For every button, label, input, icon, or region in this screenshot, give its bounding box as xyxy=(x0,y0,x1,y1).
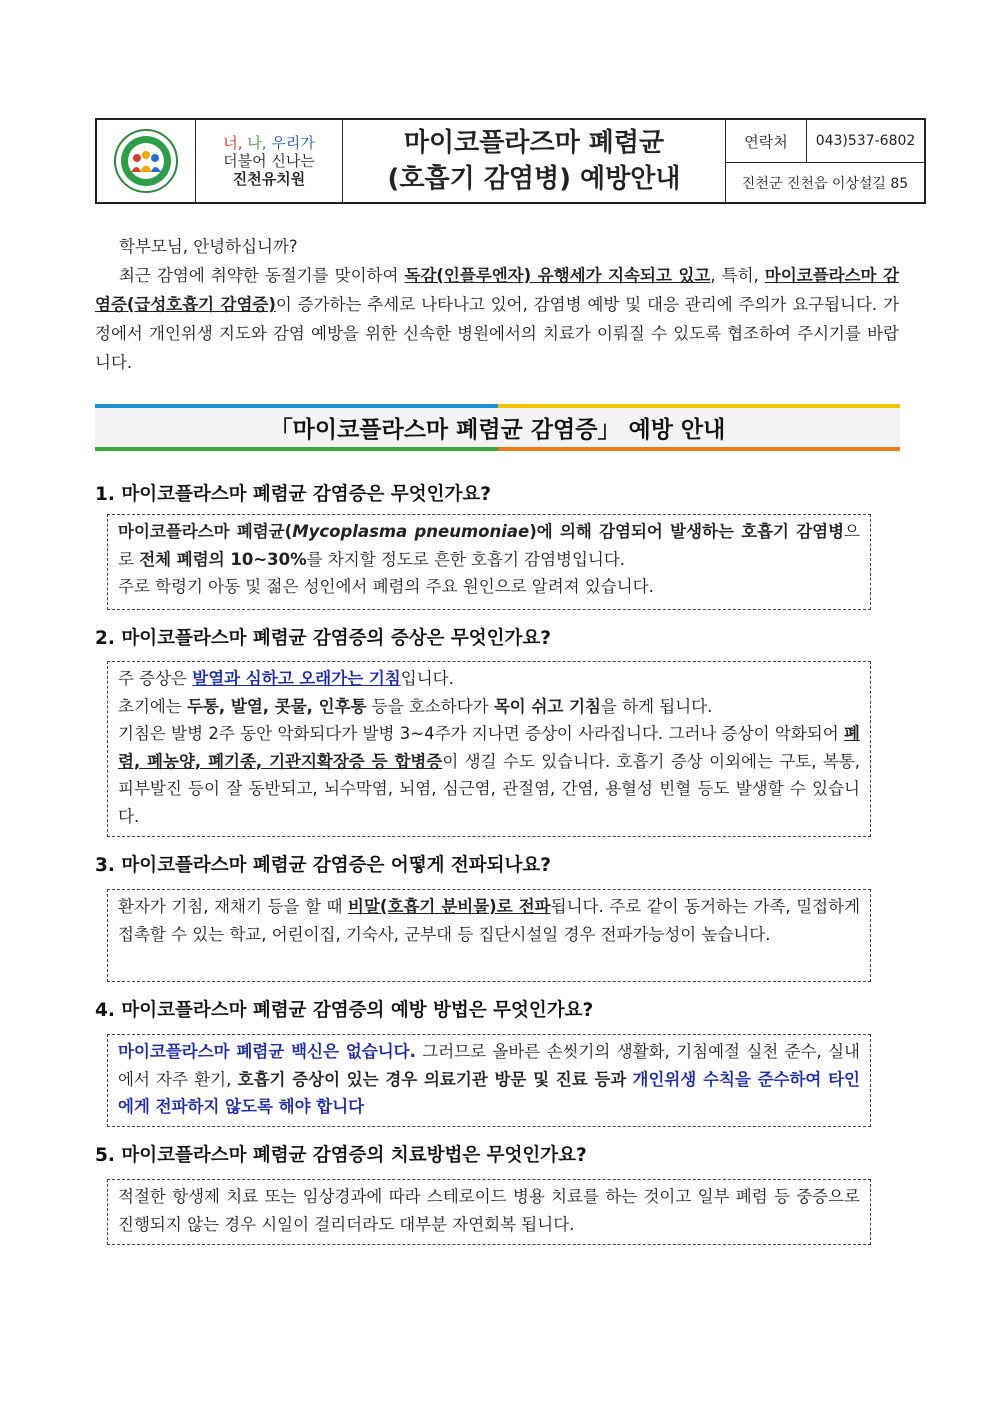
section-banner xyxy=(95,404,900,451)
question-5: 5. 마이코플라스마 폐렴균 감염증의 치료방법은 무엇인가요? xyxy=(95,1145,587,1166)
question-3: 3. 마이코플라스마 폐렴균 감염증은 어떻게 전파되나요? xyxy=(95,855,551,876)
answer-3: 환자가 기침, 재채기 등을 할 때 비말(호흡기 분비물)로 전파됩니다. 주로 같이 동거하는 가족, 밀접하게 접촉할 수 있는 학교, 어린이집, 기숙사, 군부대 등 집단시설일 경우 전파가능성이 높습니다. xyxy=(107,889,871,982)
droplet-highlight: 비말(호흡기 분비물)로 전파 xyxy=(348,897,551,916)
question-1: 1. 마이코플라스마 폐렴균 감염증은 무엇인가요? xyxy=(95,484,491,505)
document-header xyxy=(95,118,926,204)
logo-emblem-icon xyxy=(113,128,179,194)
slogan xyxy=(196,120,343,202)
complication-highlight: 폐렴, 폐농양, 폐기종, 기관지확장증 등 합병증 xyxy=(118,724,860,771)
intro-paragraph: 최근 감염에 취약한 동절기를 맞이하여 독감(인플루엔자) 유행세가 지속되고 있고, 특히, 마이코플라스마 감염증(급성호흡기 감염증)이 증가하는 추세로 나타나고 있어, 감염병 예방 및 대응 관리에 주의가 요구됩니다. 가정에서 개인위생 지도와 감염 예방을 위한 신속한 병원에서의 치료가 이뤄질 수 있도록 협조하여 주시기를 바랍니다. xyxy=(95,266,900,372)
answer-4: 마이코플라스마 폐렴균 백신은 없습니다. 그러므로 올바른 손씻기의 생활화, 기침예절 실천 준수, 실내에서 자주 환기, 호흡기 증상이 있는 경우 의료기관 방문 및 진료 등과 개인위생 수칙을 준수하여 타인에게 전파하지 않도록 해야 합니다 xyxy=(107,1034,871,1127)
slogan-line2: 더불어 신나는 xyxy=(223,152,315,170)
contact-address: 진천군 진천읍 이상설길 85 xyxy=(741,175,909,192)
main-symptom-highlight: 발열과 심하고 오래가는 기침 xyxy=(192,669,401,688)
slogan-word-me: 나, xyxy=(247,134,267,152)
banner-bar-green xyxy=(95,447,498,451)
hygiene-highlight: 개인위생 수칙을 준수하여 타인에게 전파하지 않도록 해야 합니다 xyxy=(118,1069,860,1116)
banner-title: 「마이코플라스마 폐렴균 감염증」 예방 안내 xyxy=(269,417,726,443)
question-2: 2. 마이코플라스마 폐렴균 감염증의 증상은 무엇인가요? xyxy=(95,628,551,649)
flu-highlight: 독감(인플루엔자) 유행세가 지속되고 있고 xyxy=(404,266,711,285)
title-line1: 마이코플라즈마 폐렴균 xyxy=(403,128,665,158)
mycoplasma-highlight: 마이코플라스마 감염증(급성호흡기 감염증) xyxy=(95,266,899,314)
intro-text xyxy=(95,232,899,377)
kindergarten-logo xyxy=(97,120,196,202)
title-line2: (호흡기 감염병) 예방안내 xyxy=(387,164,681,194)
contact-phone: 043)537-6802 xyxy=(815,133,916,149)
no-vaccine-highlight: 마이코플라스마 폐렴균 백신은 없습니다. xyxy=(118,1042,416,1061)
greeting: 학부모님, 안녕하십니까? xyxy=(119,237,298,256)
slogan-word-we: 우리가 xyxy=(271,134,315,152)
question-4: 4. 마이코플라스마 폐렴균 감염증의 예방 방법은 무엇인가요? xyxy=(95,1000,594,1021)
answer-2: 주 증상은 발열과 심하고 오래가는 기침입니다. 초기에는 두통, 발열, 콧물, 인후통 등을 호소하다가 목이 쉬고 기침을 하게 됩니다. 기침은 발병 2주 동안 악화되다가 발병 3~4주가 지나면 증상이 사라집니다. 그러나 증상이 악화되어 폐렴, 폐농양, 폐기종, 기관지확장증 등 합병증이 생길 수도 있습니다. 호흡기 증상 이외에는 구토, 복통, 피부발진 등이 잘 동반되고, 뇌수막염, 뇌염, 심근염, 관절염, 간염, 용혈성 빈혈 등도 발생할 수 있습니다. xyxy=(107,661,871,837)
contact-label: 연락처 xyxy=(726,120,807,162)
document-title xyxy=(343,120,726,202)
banner-bar-orange xyxy=(498,447,901,451)
answer-1: 마이코플라스마 폐렴균(Mycoplasma pneumoniae)에 의해 감염되어 발생하는 호흡기 감염병으로 전체 폐렴의 10~30%를 차지할 정도로 흔한 호흡기 감염병입니다. 주로 학령기 아동 및 젊은 성인에서 폐렴의 주요 원인으로 알려져 있습니다. xyxy=(107,514,871,610)
contact-box xyxy=(726,120,924,202)
school-name: 진천유치원 xyxy=(232,170,306,188)
answer-5: 적절한 항생제 치료 또는 임상경과에 따라 스테로이드 병용 치료를 하는 것이고 일부 폐렴 등 중증으로 진행되지 않는 경우 시일이 걸리더라도 대부분 자연회복 됩니다. xyxy=(107,1179,871,1245)
slogan-word-you: 너, xyxy=(223,134,243,152)
slogan-line1 xyxy=(223,134,315,152)
